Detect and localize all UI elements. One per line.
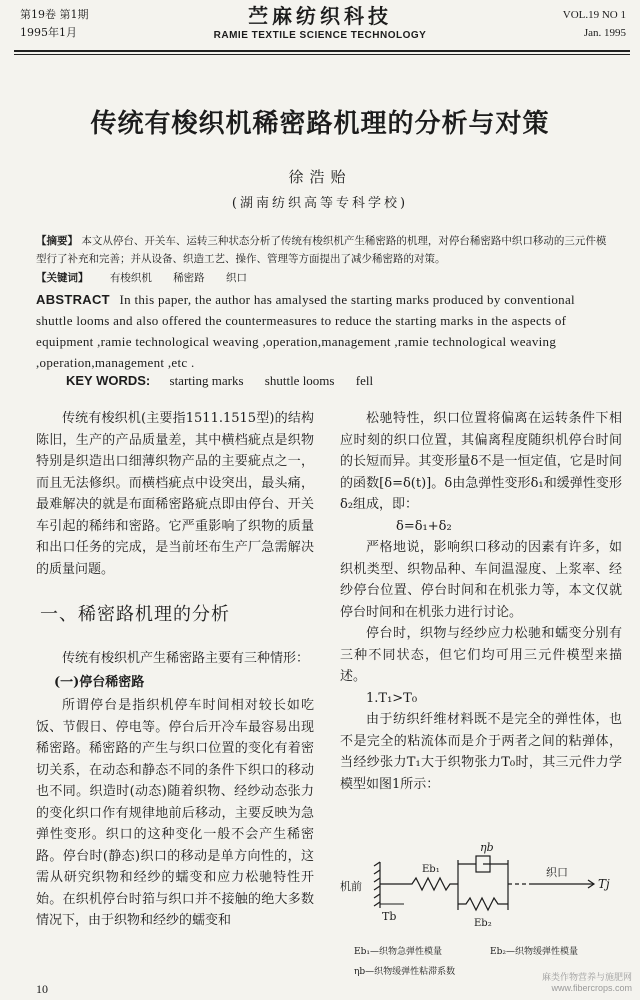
- section-heading: 一、稀密路机理的分析: [40, 604, 230, 625]
- fell-label: 织口: [546, 866, 568, 879]
- keyword-cn-item: 织口: [226, 272, 248, 284]
- date-cn: 1995年1月: [20, 26, 77, 39]
- section-intro-paragraph: 传统有梭织机产生稀密路主要有三种情形：: [62, 651, 310, 666]
- body-paragraph: 由于纺织纤维材料既不是完全的弹性体，也不是完全的粘流体而是介于两者之间的粘弹体，当经纱张力T₁大于织物张力T₀时，其三元件力学模型如图1所示：: [340, 712, 622, 792]
- keywords-cn-label: 【关键词】: [36, 272, 89, 284]
- body-paragraph: 松驰特性，织口位置将偏离在运转条件下相应时刻的织口位置，其偏离程度随织机停台时间的长短而异。其变形量δ不是一恒定值，它是时间的函数[δ=δ(t)]。δ由急弹性变形δ₁和缓弹性变形δ₂组成，即：: [340, 411, 622, 512]
- journal-title-en: RAMIE TEXTILE SCIENCE TECHNOLOGY: [213, 30, 427, 41]
- keywords-en-label: KEY WORDS:: [66, 373, 151, 388]
- parallel-block: [458, 856, 508, 910]
- legend-eb1: Eb₁—织物急弹性模量: [354, 947, 442, 957]
- volume-cn: 第19卷 第1期: [20, 8, 89, 21]
- tj-label: Tj: [598, 877, 610, 891]
- abstract-en-text: In this paper, the author has amalysed the starting marks produced by conventional shuttle looms and also offered the countermeasures to reduce the starting marks in the aspects of equipment ,ramie technological weaving ,operation,management ,ramie technological weaving ,operation,management ,etc .: [36, 292, 575, 370]
- volume-en: VOL.19 NO 1: [562, 9, 626, 21]
- beam-wall: [374, 862, 380, 908]
- keyword-cn-item: 有梭织机: [109, 272, 152, 284]
- article-title: 传统有梭织机稀密路机理的分析与对策: [90, 109, 550, 139]
- legend-eb2: Eb₂—织物缓弹性模量: [490, 947, 578, 957]
- keywords-en: [66, 373, 391, 389]
- tb-label: Tb: [382, 910, 397, 923]
- header-right: [563, 6, 626, 42]
- legend-eta: ηb—织物缓弹性粘滞系数: [354, 967, 456, 977]
- body-paragraph: 所谓停台是指织机停车时间相对较长如吃饭、节假日、停电等。停台后开冷车最容易出现稀密路。稀密路的产生与织口位置的变化有着密切关系，在动态和静态不同的条件下织口的移动也不同。织造时(动态)随着织物、经纱动态张力的变化织口作有规律地前后移动，主要反映为急弹性变形。织口的这种变化一般不会产生稀密路。停台时(静态)织口的移动是单方向性的，这需从研究织物和经纱的蠕变和应力松驰特性开始。在织机停台时筘与织口并不接触的绝大多数情况下，由于织物和经纱的蠕变和: [36, 698, 314, 928]
- abstract-cn: [36, 232, 614, 268]
- article-affiliation: (湖南纺织高等专科学校): [231, 196, 409, 211]
- watermark-line: 麻类作物营养与施肥网: [541, 972, 632, 982]
- three-element-model-diagram: [340, 838, 622, 986]
- model-diagram-svg: [340, 838, 622, 986]
- abstract-en-label: ABSTRACT: [36, 292, 110, 307]
- keywords-cn: [36, 270, 614, 286]
- keyword-cn-item: 稀密路: [173, 272, 205, 284]
- eta-label: ηb: [480, 841, 494, 854]
- body-left-column: [36, 408, 314, 932]
- condition-heading: 1.T₁>T₀: [366, 690, 418, 706]
- body-right-column: [340, 408, 622, 795]
- abstract-en: [36, 289, 614, 373]
- intro-paragraph: 传统有梭织机(主要指1511.1515型)的结构陈旧，生产的产品质量差，其中横档疵点是织物特别是织造出口细薄织物产品的主要疵点之一，而且无法修织。而横档疵点中设突出，最头痛，最难解决的就是布面稀密路疵点即由停台、开关车引起的稀纬和密路。它严重影响了织物的质量和出口任务的完成，是当前坯布生产厂急需解决的质量问题。: [36, 411, 314, 577]
- keyword-en-item: starting marks: [169, 373, 244, 388]
- equation: δ=δ₁+δ₂: [396, 518, 452, 534]
- keyword-en-item: shuttle looms: [264, 373, 335, 388]
- spring-eb1: [380, 878, 458, 890]
- watermark: [542, 972, 632, 994]
- header-rule-thin: [14, 54, 630, 55]
- page-number: 10: [36, 982, 48, 996]
- beam-label: 机前: [340, 880, 362, 893]
- header-rule-thick: [14, 50, 630, 52]
- journal-title-cn: 苎麻纺织科技: [248, 4, 392, 28]
- eb1-label: Eb₁: [422, 864, 440, 875]
- body-paragraph: 停台时，织物与经纱应力松驰和蠕变分别有三种不同状态，但它们均可用三元件模型来描述。: [340, 626, 622, 684]
- date-en: Jan. 1995: [583, 27, 626, 39]
- abstract-cn-text: 本文从停台、开关车、运转三种状态分析了传统有梭织机产生稀密路的机理，对停台稀密路中织口移动的三元件模型行了补充和完善；并从设备、织造工艺、操作、管理等方面提出了减少稀密路的对策。: [36, 235, 607, 265]
- subsection-heading: (一)停台稀密路: [54, 674, 145, 690]
- body-paragraph: 严格地说，影响织口移动的因素有许多，如织机类型、织物品种、车间温湿度、上浆率、经纱停台位置、停台时间和在机张力等，本文仅就停台时间和在机张力进行讨论。: [340, 540, 622, 620]
- watermark-line: www.fibercrops.com: [551, 983, 632, 993]
- abstract-cn-label: 【摘要】: [36, 235, 78, 247]
- article-author: 徐浩贻: [288, 168, 352, 186]
- eb2-label: Eb₂: [474, 918, 492, 929]
- header-center: [0, 4, 640, 41]
- keyword-en-item: fell: [355, 373, 374, 388]
- fell-line: [508, 880, 594, 888]
